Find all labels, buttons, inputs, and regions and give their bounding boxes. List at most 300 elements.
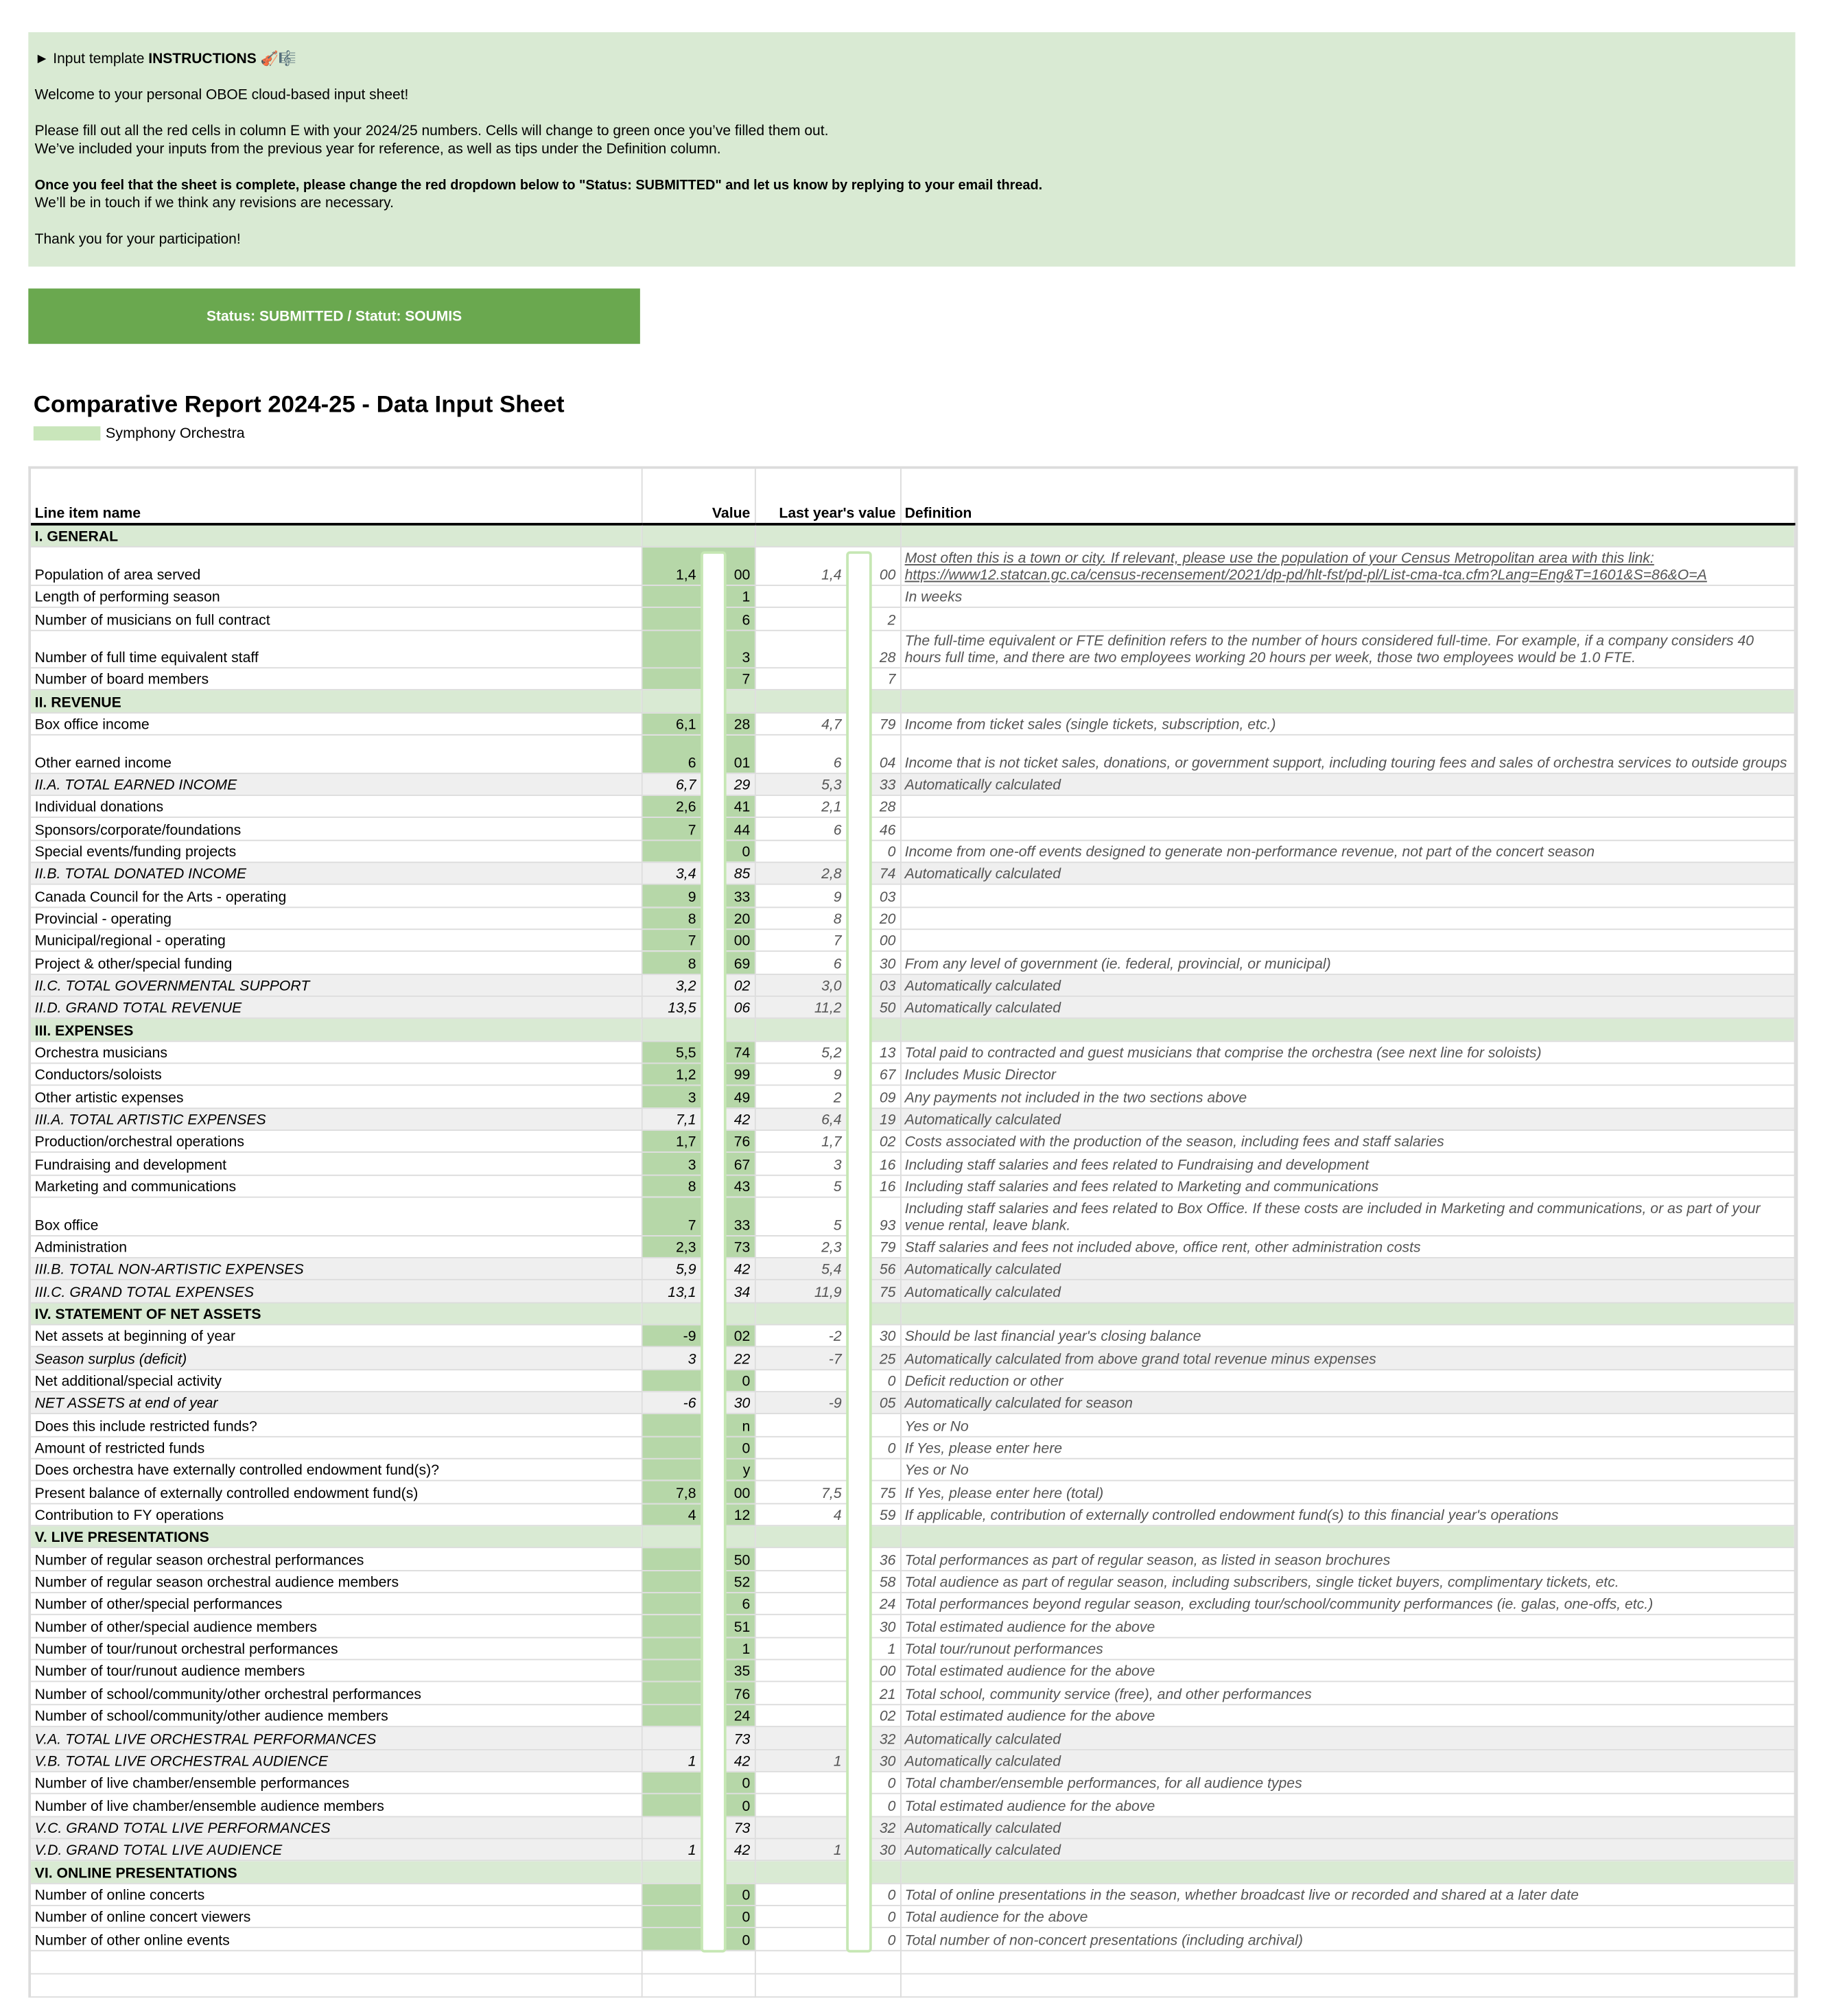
- last-year-cell: [755, 1749, 900, 1772]
- definition-cell: [900, 1726, 1795, 1749]
- value-cell-visible-right: 99: [733, 1068, 751, 1084]
- definition-cell: [900, 1593, 1795, 1615]
- section-title: I. GENERAL: [31, 524, 642, 547]
- value-cell-visible-right: 24: [733, 1709, 751, 1725]
- table-row: [31, 1503, 1795, 1526]
- value-cell[interactable]: [642, 1414, 755, 1437]
- table-row: [31, 1414, 1795, 1437]
- value-cell-visible-right: 34: [733, 1285, 751, 1301]
- value-cell[interactable]: [642, 1593, 755, 1615]
- table-row: [31, 1927, 1795, 1950]
- value-cell-visible-right: 73: [733, 1820, 751, 1837]
- definition-text: Income that is not ticket sales, donations, or government support, including touring fees and sales of orchestra services to outside groups: [904, 755, 1787, 771]
- last-year-cell-visible-right: 1: [887, 1642, 896, 1658]
- value-cell-visible-left: 5,9: [676, 1262, 696, 1278]
- table-row: [31, 1235, 1795, 1258]
- definition-cell: [900, 1414, 1795, 1437]
- last-year-cell-visible-left: 11,2: [814, 1001, 842, 1017]
- last-year-cell: [755, 668, 900, 690]
- value-cell-visible-right: 0: [742, 1776, 751, 1792]
- value-cell[interactable]: [642, 1153, 755, 1175]
- value-cell[interactable]: [642, 1086, 755, 1108]
- line-item-name: Net additional/special activity: [31, 1370, 642, 1392]
- last-year-cell: [755, 1197, 900, 1235]
- last-year-cell: [755, 1906, 900, 1928]
- last-year-cell-visible-right: 30: [879, 1843, 896, 1859]
- line-item-name: Production/orchestral operations: [31, 1130, 642, 1153]
- definition-text: Deficit reduction or other: [904, 1374, 1064, 1390]
- value-cell[interactable]: [642, 1906, 755, 1928]
- line-item-name: Season surplus (deficit): [31, 1347, 642, 1370]
- last-year-cell-visible-right: 46: [879, 822, 896, 839]
- last-year-cell-visible-left: 3: [833, 1157, 842, 1173]
- last-year-cell-visible-left: 4: [833, 1508, 842, 1524]
- line-item-name: Project & other/special funding: [31, 952, 642, 974]
- definition-text: Most often this is a town or city. If relevant, please use the population of your Census Metropolitan area with this link:: [904, 551, 1654, 567]
- definition-cell: [900, 952, 1795, 974]
- definition-text: Total of online presentations in the season, whether broadcast live or recorded and shared at a later date: [904, 1888, 1579, 1904]
- value-cell[interactable]: [642, 585, 755, 608]
- last-year-cell: [755, 1347, 900, 1370]
- line-item-name: Number of tour/runout audience members: [31, 1660, 642, 1683]
- definition-text: Total estimated audience for the above: [904, 1798, 1155, 1814]
- last-year-cell-visible-right: 33: [879, 777, 896, 794]
- value-cell[interactable]: [642, 1041, 755, 1064]
- last-year-cell-visible-left: 11,9: [814, 1285, 842, 1301]
- value-cell-visible-right: 0: [742, 1932, 751, 1949]
- definition-cell: [900, 1197, 1795, 1235]
- value-cell[interactable]: [642, 1324, 755, 1347]
- header-last-year: Last year's value: [755, 469, 900, 524]
- value-cell[interactable]: [642, 907, 755, 930]
- definition-text: Income from ticket sales (single tickets, subscription, etc.): [904, 717, 1276, 734]
- value-cell[interactable]: [642, 884, 755, 907]
- last-year-cell-visible-left: 3,0: [821, 978, 842, 995]
- definition-text: Automatically calculated: [904, 978, 1061, 995]
- line-item-name: Fundraising and development: [31, 1153, 642, 1175]
- line-item-name: Special events/funding projects: [31, 840, 642, 863]
- line-item-name: II.A. TOTAL EARNED INCOME: [31, 773, 642, 795]
- last-year-cell-visible-right: 28: [879, 800, 896, 816]
- line-item-name: Present balance of externally controlled endowment fund(s): [31, 1481, 642, 1503]
- last-year-cell: [755, 1235, 900, 1258]
- table-row: [31, 1370, 1795, 1392]
- last-year-cell-visible-right: 0: [887, 1888, 896, 1904]
- line-item-name: Other artistic expenses: [31, 1086, 642, 1108]
- last-year-cell-visible-left: 8: [833, 911, 842, 928]
- definition-cell: [900, 1637, 1795, 1660]
- last-year-cell-visible-right: 00: [879, 934, 896, 950]
- definition-text: If applicable, contribution of externally controlled endowment fund(s) to this financial year's operations: [904, 1508, 1559, 1524]
- table-row: [31, 1548, 1795, 1571]
- last-year-cell: [755, 1772, 900, 1794]
- data-input-table: [28, 466, 1798, 1997]
- value-cell[interactable]: [642, 1175, 755, 1197]
- value-cell[interactable]: [642, 840, 755, 863]
- line-item-name: V.C. GRAND TOTAL LIVE PERFORMANCES: [31, 1816, 642, 1839]
- definition-cell: [900, 585, 1795, 608]
- value-cell-visible-right: 0: [742, 845, 751, 860]
- last-year-cell: [755, 630, 900, 668]
- section-title: V. LIVE PRESENTATIONS: [31, 1525, 642, 1548]
- definition-cell: [900, 1459, 1795, 1481]
- value-cell[interactable]: [642, 929, 755, 952]
- definition-text: From any level of government (ie. federal, provincial, or municipal): [904, 956, 1331, 972]
- last-year-cell-visible-right: 20: [879, 911, 896, 928]
- value-cell[interactable]: [642, 735, 755, 773]
- last-year-cell: [755, 795, 900, 818]
- instruction-bold-line: Once you feel that the sheet is complete, please change the red dropdown below to "Status: SUBMITTED" and let us know by replying to your email thread.: [34, 178, 1043, 194]
- value-cell-visible-left: 1,2: [676, 1068, 696, 1084]
- definition-cell: [900, 863, 1795, 885]
- line-item-name: Box office income: [31, 712, 642, 735]
- definition-text: Automatically calculated for season: [904, 1396, 1133, 1412]
- value-cell-visible-left: -6: [683, 1396, 696, 1412]
- value-cell[interactable]: [642, 1927, 755, 1950]
- last-year-cell-visible-left: 5: [833, 1217, 842, 1234]
- value-cell[interactable]: [642, 1130, 755, 1153]
- last-year-cell: [755, 607, 900, 630]
- last-year-cell-visible-right: 30: [879, 1619, 896, 1636]
- definition-cell: [900, 1660, 1795, 1683]
- value-cell-visible-right: 42: [733, 1112, 751, 1129]
- definition-cell: [900, 630, 1795, 668]
- value-cell-visible-right: 42: [733, 1843, 751, 1859]
- definition-cell: [900, 1548, 1795, 1571]
- census-link[interactable]: https://www12.statcan.gc.ca/census-recensement/2021/dp-pd/hlt-fst/pd-pl/List-cma-tca.cfm?Lang=Eng&T=1601&S=86&O=A: [904, 567, 1707, 583]
- line-item-name: Contribution to FY operations: [31, 1503, 642, 1526]
- value-cell-visible-right: 1: [742, 590, 751, 606]
- definition-text: Staff salaries and fees not included above, office rent, other administration costs: [904, 1240, 1421, 1256]
- value-cell[interactable]: [642, 795, 755, 818]
- definition-text: If Yes, please enter here: [904, 1441, 1063, 1457]
- line-item-name: Number of regular season orchestral performances: [31, 1548, 642, 1571]
- value-cell-visible-right: 51: [733, 1619, 751, 1636]
- value-cell[interactable]: [642, 1637, 755, 1660]
- line-item-name: Length of performing season: [31, 585, 642, 608]
- value-cell: [642, 1392, 755, 1414]
- last-year-cell-visible-right: 50: [879, 1001, 896, 1017]
- table-row: [31, 1615, 1795, 1638]
- redaction-mask-last-year: [846, 551, 872, 1952]
- value-cell[interactable]: [642, 1503, 755, 1526]
- last-year-cell-visible-left: 5: [833, 1180, 842, 1196]
- value-cell-visible-left: 3,4: [676, 867, 696, 883]
- table-row: [31, 585, 1795, 608]
- last-year-cell-visible-right: 19: [879, 1112, 896, 1129]
- total-row: [31, 773, 1795, 795]
- definition-text: Total estimated audience for the above: [904, 1619, 1155, 1636]
- definition-cell: [900, 1130, 1795, 1153]
- table-row: [31, 735, 1795, 773]
- total-row: [31, 1726, 1795, 1749]
- value-cell-visible-right: 42: [733, 1754, 751, 1770]
- value-cell-visible-right: 00: [733, 934, 751, 950]
- line-item-name: Canada Council for the Arts - operating: [31, 884, 642, 907]
- last-year-cell-visible-left: 5,3: [821, 777, 842, 794]
- definition-cell: [900, 1838, 1795, 1861]
- line-item-name: Number of school/community/other orchestral performances: [31, 1682, 642, 1704]
- table-row: [31, 1436, 1795, 1459]
- last-year-cell: [755, 1838, 900, 1861]
- value-cell-visible-right: 0: [742, 1374, 751, 1390]
- value-cell-visible-right: n: [742, 1418, 751, 1435]
- definition-text: Total paid to contracted and guest musicians that comprise the orchestra (see next line for soloists): [904, 1046, 1542, 1062]
- last-year-cell-visible-right: 56: [879, 1262, 896, 1278]
- value-cell-visible-right: 76: [733, 1687, 751, 1703]
- value-cell: [642, 974, 755, 996]
- value-cell-visible-left: 8: [688, 911, 696, 928]
- last-year-cell-visible-right: 79: [879, 717, 896, 734]
- definition-text: Including staff salaries and fees related to Marketing and communications: [904, 1180, 1379, 1196]
- value-cell-visible-right: 35: [733, 1664, 751, 1680]
- definition-text: Automatically calculated: [904, 1001, 1061, 1017]
- last-year-cell-visible-right: 16: [879, 1180, 896, 1196]
- value-cell[interactable]: [642, 1682, 755, 1704]
- last-year-cell: [755, 1130, 900, 1153]
- line-item-name: Marketing and communications: [31, 1175, 642, 1197]
- value-cell-visible-left: 6,7: [676, 777, 696, 794]
- last-year-cell: [755, 1392, 900, 1414]
- last-year-cell: [755, 1041, 900, 1064]
- section-title: IV. STATEMENT OF NET ASSETS: [31, 1302, 642, 1325]
- last-year-cell-visible-right: 03: [879, 889, 896, 905]
- value-cell[interactable]: [642, 1235, 755, 1258]
- line-item-name: Number of full time equivalent staff: [31, 630, 642, 668]
- value-cell[interactable]: [642, 952, 755, 974]
- value-cell[interactable]: [642, 1772, 755, 1794]
- table-row: [31, 1130, 1795, 1153]
- value-cell[interactable]: [642, 607, 755, 630]
- line-item-name: Number of tour/runout orchestral performances: [31, 1637, 642, 1660]
- last-year-cell-visible-right: 03: [879, 978, 896, 995]
- table-row: [31, 1682, 1795, 1704]
- value-cell-visible-left: 2,3: [676, 1240, 696, 1256]
- line-item-name: Net assets at beginning of year: [31, 1324, 642, 1347]
- header-value: Value: [642, 469, 755, 524]
- definition-cell: [900, 1064, 1795, 1086]
- thanks-text: Thank you for your participation!: [34, 231, 241, 248]
- last-year-cell-visible-left: 1,7: [821, 1135, 842, 1151]
- value-cell[interactable]: [642, 1794, 755, 1816]
- total-row: [31, 974, 1795, 996]
- value-cell-visible-left: 13,5: [668, 1001, 696, 1017]
- total-row: [31, 1280, 1795, 1302]
- last-year-cell-visible-right: 74: [879, 867, 896, 883]
- table-row: [31, 1481, 1795, 1503]
- last-year-cell: [755, 1503, 900, 1526]
- value-cell-visible-left: 3,2: [676, 978, 696, 995]
- value-cell[interactable]: [642, 1615, 755, 1638]
- value-cell-visible-right: 1: [742, 1642, 751, 1658]
- definition-cell: [900, 1235, 1795, 1258]
- value-cell-visible-right: 85: [733, 867, 751, 883]
- last-year-cell-visible-left: -2: [828, 1329, 842, 1346]
- definition-cell: [900, 1682, 1795, 1704]
- last-year-cell: [755, 1459, 900, 1481]
- value-cell[interactable]: [642, 817, 755, 840]
- instruction-line-2: We’ve included your inputs from the previous year for reference, as well as tips under the Definition column.: [34, 141, 721, 157]
- definition-text: Income from one-off events designed to generate non-performance revenue, not part of the concert season: [904, 845, 1595, 860]
- last-year-cell-visible-right: 28: [879, 650, 896, 666]
- last-year-cell-visible-left: 6: [833, 956, 842, 972]
- value-cell[interactable]: [642, 1660, 755, 1683]
- value-cell[interactable]: [642, 1571, 755, 1593]
- value-cell: [642, 863, 755, 885]
- last-year-cell-visible-right: 00: [879, 567, 896, 583]
- last-year-cell-visible-left: 6: [833, 822, 842, 839]
- value-cell-visible-right: 22: [733, 1352, 751, 1368]
- value-cell-visible-right: 20: [733, 911, 751, 928]
- table-row: [31, 1459, 1795, 1481]
- value-cell-visible-right: 0: [742, 1888, 751, 1904]
- last-year-cell: [755, 996, 900, 1019]
- last-year-cell-visible-right: 0: [887, 1932, 896, 1949]
- last-year-cell: [755, 1682, 900, 1704]
- value-cell[interactable]: [642, 1370, 755, 1392]
- line-item-name: Does orchestra have externally controlled endowment fund(s)?: [31, 1459, 642, 1481]
- value-cell-visible-right: 01: [733, 755, 751, 771]
- last-year-cell: [755, 585, 900, 608]
- last-year-cell-visible-right: 0: [887, 845, 896, 860]
- total-row: [31, 1838, 1795, 1861]
- orchestra-name: Symphony Orchestra: [34, 426, 245, 442]
- value-cell[interactable]: [642, 1436, 755, 1459]
- last-year-cell: [755, 1064, 900, 1086]
- definition-cell: [900, 840, 1795, 863]
- value-cell-visible-left: 7,1: [676, 1112, 696, 1129]
- table-row: [31, 1197, 1795, 1235]
- table-row: [31, 1660, 1795, 1683]
- value-cell-visible-left: 7,8: [676, 1486, 696, 1502]
- last-year-cell-visible-right: 79: [879, 1240, 896, 1256]
- definition-cell: [900, 1749, 1795, 1772]
- total-row: [31, 996, 1795, 1019]
- value-cell-visible-left: 1,7: [676, 1135, 696, 1151]
- status-dropdown[interactable]: Status: SUBMITTED / Statut: SOUMIS: [28, 288, 640, 344]
- value-cell[interactable]: [642, 630, 755, 668]
- last-year-cell: [755, 773, 900, 795]
- last-year-cell-visible-left: 9: [833, 1068, 842, 1084]
- definition-cell: [900, 1347, 1795, 1370]
- value-cell-visible-right: 42: [733, 1262, 751, 1278]
- value-cell[interactable]: [642, 1197, 755, 1235]
- definition-cell: [900, 1883, 1795, 1906]
- table-row: [31, 712, 1795, 735]
- value-cell: [642, 773, 755, 795]
- value-cell[interactable]: [642, 1704, 755, 1727]
- value-cell[interactable]: [642, 668, 755, 690]
- empty-row: [31, 1950, 1795, 1973]
- table-row: [31, 607, 1795, 630]
- last-year-cell-visible-left: 1: [833, 1754, 842, 1770]
- last-year-cell: [755, 884, 900, 907]
- last-year-cell: [755, 817, 900, 840]
- last-year-cell: [755, 1258, 900, 1280]
- line-item-name: Number of online concerts: [31, 1883, 642, 1906]
- last-year-cell: [755, 1660, 900, 1683]
- value-cell-visible-left: 7: [688, 1217, 696, 1234]
- definition-cell: [900, 1370, 1795, 1392]
- line-item-name: Number of live chamber/ensemble performances: [31, 1772, 642, 1794]
- last-year-cell-visible-left: 2,3: [821, 1240, 842, 1256]
- line-item-name: Number of live chamber/ensemble audience members: [31, 1794, 642, 1816]
- section-header-row: [31, 524, 1795, 547]
- value-cell-visible-right: 50: [733, 1553, 751, 1569]
- last-year-cell-visible-right: 59: [879, 1508, 896, 1524]
- definition-text: Automatically calculated: [904, 777, 1061, 794]
- value-cell-visible-right: 33: [733, 889, 751, 905]
- value-cell-visible-right: 6: [742, 1597, 751, 1613]
- line-item-name: Administration: [31, 1235, 642, 1258]
- value-cell[interactable]: [642, 547, 755, 585]
- table-row: [31, 1324, 1795, 1347]
- page-title: Comparative Report 2024-25 - Data Input Sheet: [33, 390, 565, 418]
- definition-cell: [900, 1772, 1795, 1794]
- table-row: [31, 1772, 1795, 1794]
- last-year-cell: [755, 1175, 900, 1197]
- value-cell-visible-right: 49: [733, 1090, 751, 1106]
- instructions-heading[interactable]: ► Input template INSTRUCTIONS 🎻🎼: [34, 51, 296, 67]
- value-cell[interactable]: [642, 1883, 755, 1906]
- definition-cell: [900, 795, 1795, 818]
- value-cell[interactable]: [642, 712, 755, 735]
- definition-cell: [900, 1108, 1795, 1131]
- value-cell-visible-left: -9: [683, 1329, 696, 1346]
- section-header-row: [31, 1302, 1795, 1325]
- value-cell[interactable]: [642, 1548, 755, 1571]
- definition-cell: [900, 1906, 1795, 1928]
- value-cell[interactable]: [642, 1481, 755, 1503]
- value-cell-visible-right: 41: [733, 800, 751, 816]
- value-cell[interactable]: [642, 1459, 755, 1481]
- table-row: [31, 1153, 1795, 1175]
- value-cell[interactable]: [642, 1064, 755, 1086]
- line-item-name: NET ASSETS at end of year: [31, 1392, 642, 1414]
- definition-cell: [900, 1086, 1795, 1108]
- definition-text: Including staff salaries and fees related to Fundraising and development: [904, 1157, 1370, 1173]
- last-year-cell-visible-right: 02: [879, 1135, 896, 1151]
- definition-cell: [900, 996, 1795, 1019]
- value-cell: [642, 1749, 755, 1772]
- value-cell: [642, 1280, 755, 1302]
- last-year-cell-visible-right: 36: [879, 1553, 896, 1569]
- value-cell-visible-right: 33: [733, 1217, 751, 1234]
- definition-cell: [900, 1927, 1795, 1950]
- last-year-cell-visible-right: 58: [879, 1575, 896, 1591]
- definition-cell: [900, 1041, 1795, 1064]
- value-cell-visible-left: 3: [688, 1157, 696, 1173]
- value-cell: [642, 1108, 755, 1131]
- definition-text: Automatically calculated: [904, 1754, 1061, 1770]
- line-item-name: V.B. TOTAL LIVE ORCHESTRAL AUDIENCE: [31, 1749, 642, 1772]
- last-year-cell: [755, 1794, 900, 1816]
- definition-text: Total chamber/ensemble performances, for all audience types: [904, 1776, 1302, 1792]
- value-cell-visible-left: 4: [688, 1508, 696, 1524]
- section-title: III. EXPENSES: [31, 1018, 642, 1041]
- value-cell-visible-right: 0: [742, 1910, 751, 1926]
- value-cell-visible-right: 0: [742, 1441, 751, 1457]
- last-year-cell: [755, 1481, 900, 1503]
- welcome-text: Welcome to your personal OBOE cloud-based input sheet!: [34, 87, 409, 104]
- last-year-cell-visible-right: 25: [879, 1352, 896, 1368]
- line-item-name: Amount of restricted funds: [31, 1436, 642, 1459]
- redaction-mask-value: [701, 551, 727, 1952]
- line-item-name: Population of area served: [31, 547, 642, 585]
- last-year-cell: [755, 952, 900, 974]
- last-year-cell-visible-right: 0: [887, 1910, 896, 1926]
- last-year-cell-visible-left: 7: [833, 934, 842, 950]
